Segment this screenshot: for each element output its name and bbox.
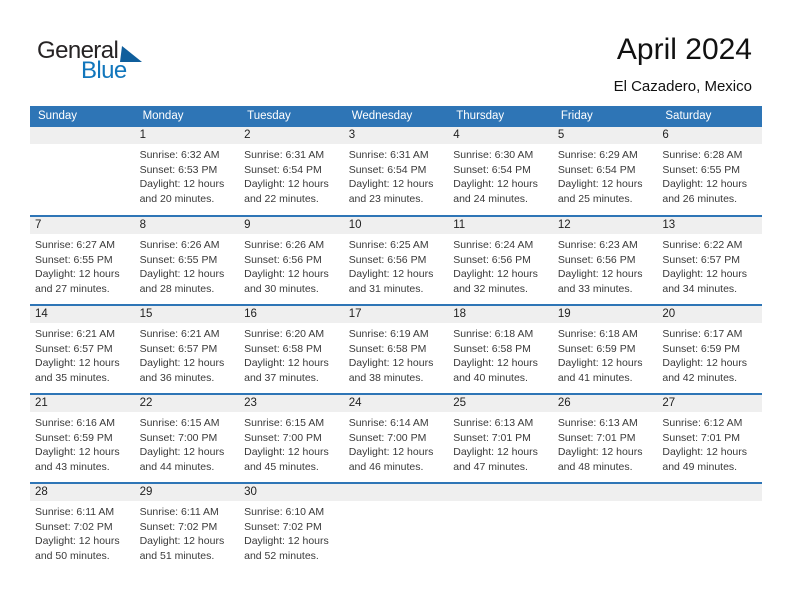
- sunset-text: Sunset: 7:02 PM: [139, 520, 218, 533]
- day-cell-20: [657, 305, 762, 394]
- day-details: [135, 323, 240, 385]
- day-number-band: 19: [553, 306, 658, 323]
- day-cell-19: [553, 305, 658, 394]
- sunset-text: Sunset: 6:59 PM: [662, 342, 741, 355]
- calendar-head: [30, 106, 762, 127]
- sunrise-text: Sunrise: 6:24 AM: [453, 239, 534, 251]
- day-details: [448, 234, 553, 296]
- page-title: April 2024: [616, 33, 752, 66]
- sunrise-text: Sunrise: 6:23 AM: [557, 239, 638, 251]
- day-number-band: 15: [135, 306, 240, 323]
- daylight-text-line1: Daylight: 12 hours: [35, 446, 120, 458]
- day-cell-30: [239, 483, 344, 572]
- daylight-text-line2: and 38 minutes.: [348, 371, 424, 384]
- day-cell-22: [135, 394, 240, 483]
- day-number-band: 18: [448, 306, 553, 323]
- day-cell-10: [344, 216, 449, 305]
- daylight-text-line2: and 36 minutes.: [139, 371, 215, 384]
- daylight-text-line2: and 37 minutes.: [244, 371, 319, 384]
- day-number-band: 10: [344, 217, 449, 234]
- day-header-wednesday: Wednesday: [344, 106, 449, 127]
- calendar-table: [30, 106, 762, 572]
- sunset-text: Sunset: 6:56 PM: [453, 253, 531, 266]
- day-details: [135, 412, 240, 474]
- day-details: [239, 234, 344, 296]
- sunset-text: Sunset: 6:57 PM: [139, 342, 218, 355]
- day-cell-7: [30, 216, 135, 305]
- day-details: [30, 323, 135, 385]
- daylight-text-line1: Daylight: 12 hours: [139, 178, 225, 190]
- sunrise-text: Sunrise: 6:16 AM: [35, 417, 115, 429]
- daylight-text-line2: and 26 minutes.: [662, 192, 738, 205]
- sunset-text: Sunset: 7:00 PM: [139, 431, 218, 444]
- sunset-text: Sunset: 6:54 PM: [453, 163, 531, 176]
- daylight-text-line1: Daylight: 12 hours: [244, 535, 329, 547]
- sunrise-text: Sunrise: 6:12 AM: [662, 417, 743, 429]
- daylight-text-line2: and 42 minutes.: [662, 371, 738, 384]
- day-cell-25: [448, 394, 553, 483]
- day-details: [448, 144, 553, 206]
- sunset-text: Sunset: 6:59 PM: [35, 431, 113, 444]
- sunset-text: Sunset: 6:54 PM: [557, 163, 636, 176]
- sunrise-text: Sunrise: 6:26 AM: [139, 239, 220, 251]
- day-details: [30, 501, 135, 563]
- daylight-text-line1: Daylight: 12 hours: [139, 446, 225, 458]
- day-details: [448, 412, 553, 474]
- day-number-band: 2: [239, 127, 344, 144]
- daylight-text-line2: and 22 minutes.: [244, 192, 319, 205]
- sunset-text: Sunset: 6:56 PM: [244, 253, 322, 266]
- daylight-text-line1: Daylight: 12 hours: [348, 357, 434, 369]
- sunset-text: Sunset: 6:58 PM: [244, 342, 322, 355]
- day-number-band: [30, 127, 135, 144]
- day-header-thursday: Thursday: [448, 106, 553, 127]
- day-cell-28: [30, 483, 135, 572]
- day-details: [344, 234, 449, 296]
- daylight-text-line1: Daylight: 12 hours: [662, 268, 748, 280]
- day-number-band: 6: [657, 127, 762, 144]
- day-details: [135, 144, 240, 206]
- day-number-band: 29: [135, 484, 240, 501]
- daylight-text-line2: and 41 minutes.: [557, 371, 633, 384]
- daylight-text-line2: and 25 minutes.: [557, 192, 633, 205]
- sunset-text: Sunset: 6:56 PM: [557, 253, 636, 266]
- sunrise-text: Sunrise: 6:30 AM: [453, 149, 534, 161]
- daylight-text-line1: Daylight: 12 hours: [244, 446, 329, 458]
- daylight-text-line2: and 30 minutes.: [244, 282, 319, 295]
- sunrise-text: Sunrise: 6:31 AM: [244, 149, 325, 161]
- day-number-band: 30: [239, 484, 344, 501]
- sunrise-text: Sunrise: 6:28 AM: [662, 149, 743, 161]
- day-cell-2: [239, 127, 344, 216]
- daylight-text-line2: and 43 minutes.: [35, 460, 110, 473]
- day-number-band: 25: [448, 395, 553, 412]
- daylight-text-line1: Daylight: 12 hours: [557, 357, 643, 369]
- sunset-text: Sunset: 7:02 PM: [244, 520, 322, 533]
- daylight-text-line1: Daylight: 12 hours: [139, 268, 225, 280]
- daylight-text-line2: and 52 minutes.: [244, 549, 319, 562]
- sunset-text: Sunset: 6:57 PM: [35, 342, 113, 355]
- sunset-text: Sunset: 7:01 PM: [453, 431, 531, 444]
- day-number-band: 3: [344, 127, 449, 144]
- daylight-text-line2: and 24 minutes.: [453, 192, 528, 205]
- daylight-text-line1: Daylight: 12 hours: [453, 178, 538, 190]
- day-cell-21: [30, 394, 135, 483]
- day-number-band: [553, 484, 658, 501]
- day-number-band: 8: [135, 217, 240, 234]
- location-subtitle: El Cazadero, Mexico: [613, 78, 752, 95]
- day-number-band: 12: [553, 217, 658, 234]
- day-details: [657, 323, 762, 385]
- daylight-text-line1: Daylight: 12 hours: [139, 357, 225, 369]
- daylight-text-line2: and 44 minutes.: [139, 460, 215, 473]
- daylight-text-line2: and 31 minutes.: [348, 282, 424, 295]
- day-cell-24: [344, 394, 449, 483]
- day-number-band: 28: [30, 484, 135, 501]
- day-cell-17: [344, 305, 449, 394]
- daylight-text-line1: Daylight: 12 hours: [139, 535, 225, 547]
- sunrise-text: Sunrise: 6:17 AM: [662, 328, 743, 340]
- sunset-text: Sunset: 6:58 PM: [453, 342, 531, 355]
- day-number-band: 21: [30, 395, 135, 412]
- sunset-text: Sunset: 7:01 PM: [557, 431, 636, 444]
- empty-day-cell: [448, 483, 553, 572]
- day-details: [30, 234, 135, 296]
- day-details: [30, 412, 135, 474]
- daylight-text-line1: Daylight: 12 hours: [348, 178, 434, 190]
- day-cell-6: [657, 127, 762, 216]
- day-details: [344, 412, 449, 474]
- day-details: [344, 144, 449, 206]
- day-details: [239, 323, 344, 385]
- day-details: [553, 144, 658, 206]
- sunrise-text: Sunrise: 6:14 AM: [348, 417, 429, 429]
- daylight-text-line2: and 23 minutes.: [348, 192, 424, 205]
- day-cell-9: [239, 216, 344, 305]
- daylight-text-line1: Daylight: 12 hours: [453, 268, 538, 280]
- day-cell-8: [135, 216, 240, 305]
- sunrise-text: Sunrise: 6:26 AM: [244, 239, 325, 251]
- sunrise-text: Sunrise: 6:25 AM: [348, 239, 429, 251]
- day-cell-26: [553, 394, 658, 483]
- day-details: [135, 234, 240, 296]
- daylight-text-line2: and 46 minutes.: [348, 460, 424, 473]
- daylight-text-line2: and 34 minutes.: [662, 282, 738, 295]
- sunrise-text: Sunrise: 6:29 AM: [557, 149, 638, 161]
- day-cell-18: [448, 305, 553, 394]
- empty-day-cell: [657, 483, 762, 572]
- day-details: [239, 412, 344, 474]
- day-details: [657, 412, 762, 474]
- day-number-band: 14: [30, 306, 135, 323]
- sunset-text: Sunset: 6:56 PM: [348, 253, 427, 266]
- day-number-band: 26: [553, 395, 658, 412]
- day-cell-4: [448, 127, 553, 216]
- daylight-text-line2: and 48 minutes.: [557, 460, 633, 473]
- daylight-text-line1: Daylight: 12 hours: [557, 178, 643, 190]
- day-cell-23: [239, 394, 344, 483]
- empty-day-cell: [344, 483, 449, 572]
- sunrise-text: Sunrise: 6:11 AM: [139, 506, 219, 518]
- day-details: [553, 412, 658, 474]
- day-number-band: 24: [344, 395, 449, 412]
- week-row-3: [30, 305, 762, 394]
- daylight-text-line2: and 49 minutes.: [662, 460, 738, 473]
- sunrise-text: Sunrise: 6:21 AM: [139, 328, 220, 340]
- day-number-band: 13: [657, 217, 762, 234]
- day-header-monday: Monday: [135, 106, 240, 127]
- daylight-text-line2: and 47 minutes.: [453, 460, 528, 473]
- daylight-text-line1: Daylight: 12 hours: [662, 178, 748, 190]
- daylight-text-line1: Daylight: 12 hours: [35, 357, 120, 369]
- daylight-text-line1: Daylight: 12 hours: [662, 357, 748, 369]
- sunset-text: Sunset: 6:53 PM: [139, 163, 218, 176]
- day-number-band: 11: [448, 217, 553, 234]
- empty-day-cell: [553, 483, 658, 572]
- day-details: [553, 323, 658, 385]
- sunset-text: Sunset: 6:55 PM: [662, 163, 741, 176]
- daylight-text-line2: and 20 minutes.: [139, 192, 215, 205]
- day-details: [239, 501, 344, 563]
- day-cell-12: [553, 216, 658, 305]
- day-number-band: 17: [344, 306, 449, 323]
- day-number-band: 27: [657, 395, 762, 412]
- sunset-text: Sunset: 6:57 PM: [662, 253, 741, 266]
- day-number-band: [448, 484, 553, 501]
- day-details: [344, 323, 449, 385]
- day-cell-14: [30, 305, 135, 394]
- daylight-text-line2: and 32 minutes.: [453, 282, 528, 295]
- day-cell-15: [135, 305, 240, 394]
- daylight-text-line1: Daylight: 12 hours: [557, 446, 643, 458]
- daylight-text-line1: Daylight: 12 hours: [453, 446, 538, 458]
- day-number-band: 7: [30, 217, 135, 234]
- daylight-text-line2: and 27 minutes.: [35, 282, 110, 295]
- day-cell-5: [553, 127, 658, 216]
- day-header-saturday: Saturday: [657, 106, 762, 127]
- sunset-text: Sunset: 6:59 PM: [557, 342, 636, 355]
- sunrise-text: Sunrise: 6:13 AM: [453, 417, 534, 429]
- calendar-body: [30, 127, 762, 572]
- sunset-text: Sunset: 6:55 PM: [35, 253, 113, 266]
- sunrise-text: Sunrise: 6:18 AM: [453, 328, 534, 340]
- sunset-text: Sunset: 6:54 PM: [244, 163, 322, 176]
- day-details: [657, 234, 762, 296]
- sunrise-text: Sunrise: 6:10 AM: [244, 506, 325, 518]
- day-header-sunday: Sunday: [30, 106, 135, 127]
- sunrise-text: Sunrise: 6:18 AM: [557, 328, 638, 340]
- day-details: [135, 501, 240, 563]
- sunrise-text: Sunrise: 6:27 AM: [35, 239, 115, 251]
- day-cell-29: [135, 483, 240, 572]
- daylight-text-line2: and 51 minutes.: [139, 549, 215, 562]
- sunrise-text: Sunrise: 6:11 AM: [35, 506, 115, 518]
- daylight-text-line1: Daylight: 12 hours: [244, 268, 329, 280]
- day-number-band: [344, 484, 449, 501]
- sunrise-text: Sunrise: 6:21 AM: [35, 328, 115, 340]
- daylight-text-line2: and 45 minutes.: [244, 460, 319, 473]
- daylight-text-line2: and 40 minutes.: [453, 371, 528, 384]
- sunset-text: Sunset: 7:02 PM: [35, 520, 113, 533]
- sunrise-text: Sunrise: 6:19 AM: [348, 328, 429, 340]
- day-cell-1: [135, 127, 240, 216]
- logo-word-blue: Blue: [81, 57, 127, 84]
- daylight-text-line2: and 50 minutes.: [35, 549, 110, 562]
- daylight-text-line1: Daylight: 12 hours: [35, 535, 120, 547]
- daylight-text-line1: Daylight: 12 hours: [244, 178, 329, 190]
- sunset-text: Sunset: 7:00 PM: [348, 431, 427, 444]
- daylight-text-line2: and 35 minutes.: [35, 371, 110, 384]
- sunrise-text: Sunrise: 6:13 AM: [557, 417, 638, 429]
- general-blue-logo: [37, 39, 142, 83]
- daylight-text-line1: Daylight: 12 hours: [557, 268, 643, 280]
- day-number-band: 1: [135, 127, 240, 144]
- sunset-text: Sunset: 6:54 PM: [348, 163, 427, 176]
- logo-word-general: General: [37, 37, 119, 64]
- sunset-text: Sunset: 7:00 PM: [244, 431, 322, 444]
- day-cell-16: [239, 305, 344, 394]
- day-number-band: 23: [239, 395, 344, 412]
- week-row-5: [30, 483, 762, 572]
- day-cell-27: [657, 394, 762, 483]
- day-details: [657, 144, 762, 206]
- day-cell-3: [344, 127, 449, 216]
- empty-day-cell: [30, 127, 135, 216]
- daylight-text-line1: Daylight: 12 hours: [453, 357, 538, 369]
- day-details: [239, 144, 344, 206]
- day-cell-11: [448, 216, 553, 305]
- sunset-text: Sunset: 6:55 PM: [139, 253, 218, 266]
- day-number-band: 9: [239, 217, 344, 234]
- day-header-row: [30, 106, 762, 127]
- daylight-text-line1: Daylight: 12 hours: [244, 357, 329, 369]
- day-header-friday: Friday: [553, 106, 658, 127]
- sunrise-text: Sunrise: 6:32 AM: [139, 149, 220, 161]
- sunrise-text: Sunrise: 6:22 AM: [662, 239, 743, 251]
- day-number-band: [657, 484, 762, 501]
- day-cell-13: [657, 216, 762, 305]
- daylight-text-line1: Daylight: 12 hours: [35, 268, 120, 280]
- sunrise-text: Sunrise: 6:20 AM: [244, 328, 325, 340]
- day-number-band: 20: [657, 306, 762, 323]
- sunset-text: Sunset: 7:01 PM: [662, 431, 741, 444]
- sunrise-text: Sunrise: 6:31 AM: [348, 149, 429, 161]
- day-details: [448, 323, 553, 385]
- day-details: [553, 234, 658, 296]
- day-number-band: 4: [448, 127, 553, 144]
- daylight-text-line1: Daylight: 12 hours: [348, 446, 434, 458]
- day-number-band: 5: [553, 127, 658, 144]
- day-header-tuesday: Tuesday: [239, 106, 344, 127]
- daylight-text-line2: and 33 minutes.: [557, 282, 633, 295]
- day-number-band: 16: [239, 306, 344, 323]
- daylight-text-line1: Daylight: 12 hours: [348, 268, 434, 280]
- week-row-2: [30, 216, 762, 305]
- sunrise-text: Sunrise: 6:15 AM: [244, 417, 325, 429]
- week-row-4: [30, 394, 762, 483]
- daylight-text-line1: Daylight: 12 hours: [662, 446, 748, 458]
- sunrise-text: Sunrise: 6:15 AM: [139, 417, 220, 429]
- day-number-band: 22: [135, 395, 240, 412]
- sunset-text: Sunset: 6:58 PM: [348, 342, 427, 355]
- daylight-text-line2: and 28 minutes.: [139, 282, 215, 295]
- week-row-1: [30, 127, 762, 216]
